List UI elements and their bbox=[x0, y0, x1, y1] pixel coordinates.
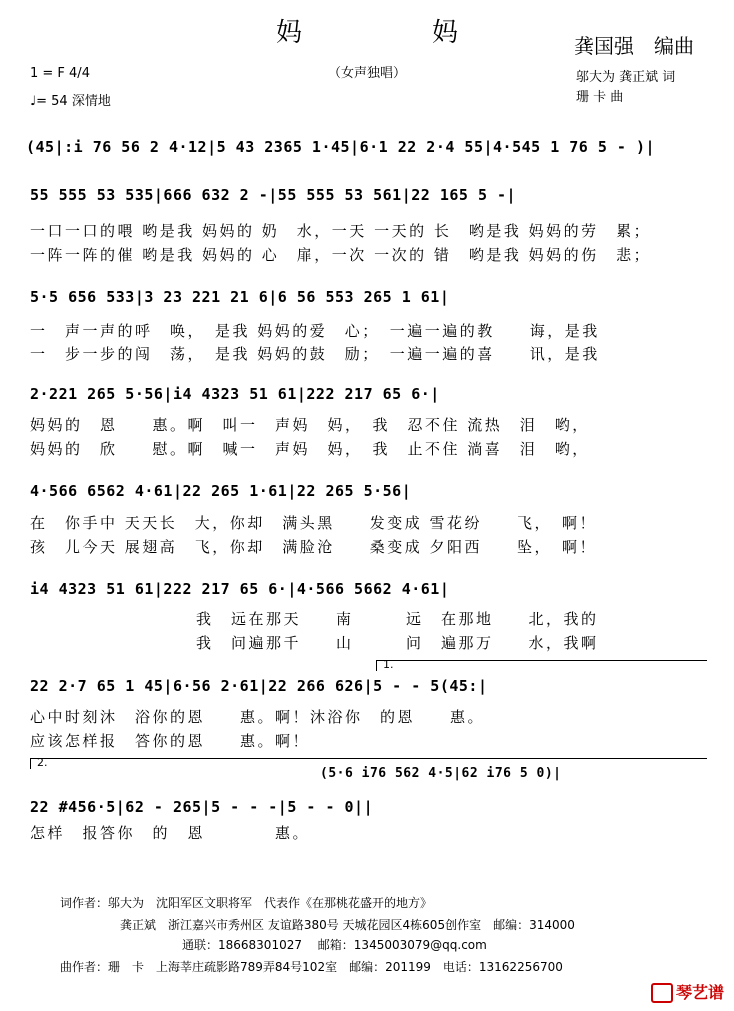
lyric-line-5a: 在 你手中 天天长 大，你却 满头黑 发变成 雪花纷 飞， 啊！ bbox=[30, 514, 598, 532]
arranger-credit: 龚国强 编曲 bbox=[574, 34, 694, 58]
tempo-marking: ♩= 54 深情地 bbox=[30, 94, 111, 109]
music-line-2: 55 555 53 535|666 632 2 -|55 555 53 561|22 165 5 -| bbox=[30, 186, 517, 204]
lyric-line-7b: 应该怎样报 答你的恩 惠。啊！ bbox=[30, 732, 311, 750]
lyric-line-4a: 妈妈的 恩 惠。啊 叫一 声妈 妈， 我 忍不住 流热 泪 哟， bbox=[30, 416, 590, 434]
music-line-8: 22 #456·5|62 - 265|5 - - -|5 - - 0|| bbox=[30, 798, 374, 816]
first-ending-bracket bbox=[376, 660, 707, 671]
footer-contact: 通联：18668301027 邮箱：1345003079@qq.com bbox=[182, 938, 487, 952]
composer-credit: 珊 卡 曲 bbox=[576, 90, 624, 105]
music-line-4: 2·221 265 5·56|i4 4323 51 61|222 217 65 6·| bbox=[30, 385, 440, 403]
lyric-line-8a: 怎样 报答你 的 恩 惠。 bbox=[30, 824, 311, 842]
music-line-6: i4 4323 51 61|222 217 65 6·|4·566 5662 4·61| bbox=[30, 580, 450, 598]
lyric-line-3b: 一 步一步的闯 荡， 是我 妈妈的鼓 励； 一遍一遍的喜 讯，是我 bbox=[30, 345, 600, 363]
footer-lyricist-info: 词作者：邬大为 沈阳军区文职将军 代表作《在那桃花盛开的地方》 bbox=[60, 896, 433, 910]
first-ending-label: 1. bbox=[383, 658, 394, 671]
lyric-line-6b: 我 问遍那千 山 问 遍那万 水，我啊 bbox=[196, 634, 599, 652]
key-signature: 1 = F 4/4 bbox=[30, 66, 90, 81]
lyric-line-7a: 心中时刻沐 浴你的恩 惠。啊！沐浴你 的恩 惠。 bbox=[30, 708, 486, 726]
footer-lyricist-address: 龚正斌 浙江嘉兴市秀州区 友谊路380号 天城花园区4栋605创作室 邮编：314000 bbox=[120, 918, 575, 932]
lyric-line-6a: 我 远在那天 南 远 在那地 北，我的 bbox=[196, 610, 599, 628]
logo-text: 琴艺谱 bbox=[675, 982, 724, 1002]
music-line-3: 5·5 656 533|3 23 221 21 6|6 56 553 265 1 61| bbox=[30, 288, 450, 306]
genre-label: （女声独唱） bbox=[327, 66, 406, 81]
lyricist-credit: 邬大为 龚正斌 词 bbox=[576, 70, 676, 85]
music-line-1: (45|:i 76 56 2 4·12|5 43 2365 1·45|6·1 22 2·4 55|4·545 1 76 5 - )| bbox=[26, 138, 656, 156]
logo-icon bbox=[651, 983, 673, 1003]
music-line-interlude: (5·6 i76 562 4·5|62 i76 5 0)| bbox=[320, 766, 562, 781]
music-line-5: 4·566 6562 4·61|22 265 1·61|22 265 5·56| bbox=[30, 482, 412, 500]
site-logo[interactable] bbox=[651, 980, 724, 1004]
lyric-line-2a: 一口一口的喂 哟是我 妈妈的 奶 水，一天 一天的 长 哟是我 妈妈的劳 累； bbox=[30, 222, 652, 240]
lyric-line-4b: 妈妈的 欣 慰。啊 喊一 声妈 妈， 我 止不住 淌喜 泪 哟， bbox=[30, 440, 590, 458]
lyric-line-3a: 一 声一声的呼 唤， 是我 妈妈的爱 心； 一遍一遍的教 诲，是我 bbox=[30, 322, 600, 340]
footer-composer-info: 曲作者：珊 卡 上海莘庄疏影路789弄84号102室 邮编：201199 电话：13162256700 bbox=[60, 960, 563, 974]
music-line-7: 22 2·7 65 1 45|6·56 2·61|22 266 626|5 - - 5(45:| bbox=[30, 677, 488, 695]
lyric-line-5b: 孩 儿今天 展翅高 飞，你却 满脸沧 桑变成 夕阳西 坠， 啊！ bbox=[30, 538, 598, 556]
second-ending-label: 2. bbox=[37, 756, 48, 769]
lyric-line-2b: 一阵一阵的催 哟是我 妈妈的 心 扉，一次 一次的 错 哟是我 妈妈的伤 悲； bbox=[30, 246, 652, 264]
song-title: 妈 妈 bbox=[275, 18, 510, 48]
